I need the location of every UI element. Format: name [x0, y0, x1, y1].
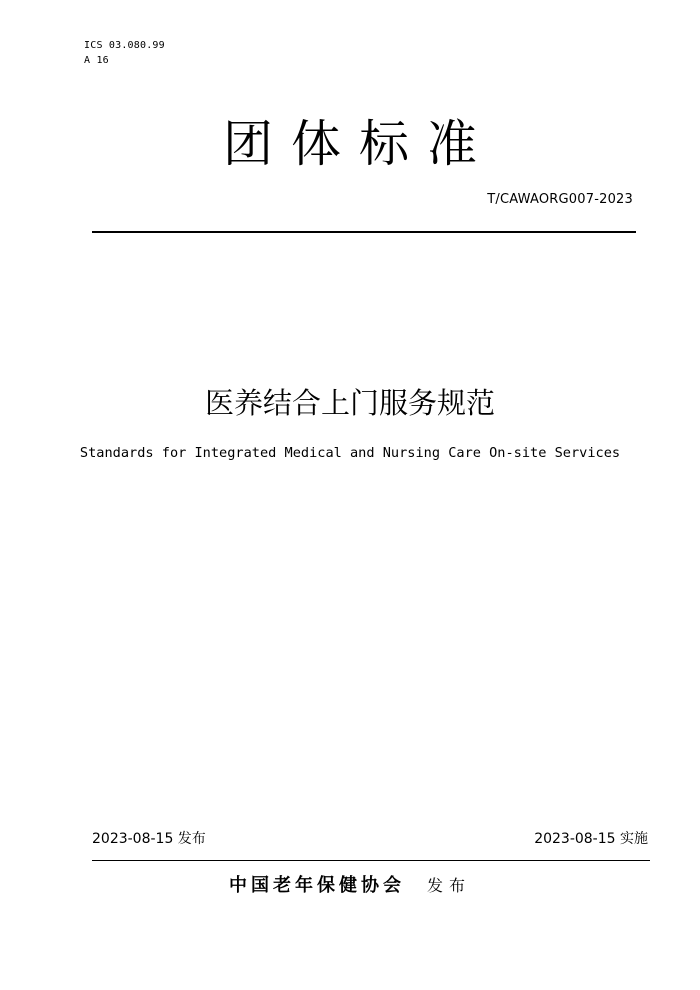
header-divider: [92, 231, 636, 233]
footer-divider: [92, 860, 650, 861]
chinese-title: 医养结合上门服务规范: [204, 386, 495, 420]
classification-codes: [84, 38, 165, 68]
ics-code: ICS 03.080.99: [84, 40, 165, 51]
standard-type-title: 团体标准: [223, 115, 495, 173]
english-title: Standards for Integrated Medical and Nursing Care On-site Services: [79, 445, 621, 461]
issue-action: 发布: [426, 876, 471, 895]
standard-number: T/CAWAORG007-2023: [487, 192, 633, 207]
ccs-code: A 16: [84, 55, 109, 66]
issuer-line: [0, 874, 700, 898]
implementation-date: 2023-08-15 实施: [534, 831, 648, 847]
release-date: 2023-08-15 发布: [92, 831, 206, 847]
issuer-name: 中国老年保健协会: [228, 875, 405, 896]
